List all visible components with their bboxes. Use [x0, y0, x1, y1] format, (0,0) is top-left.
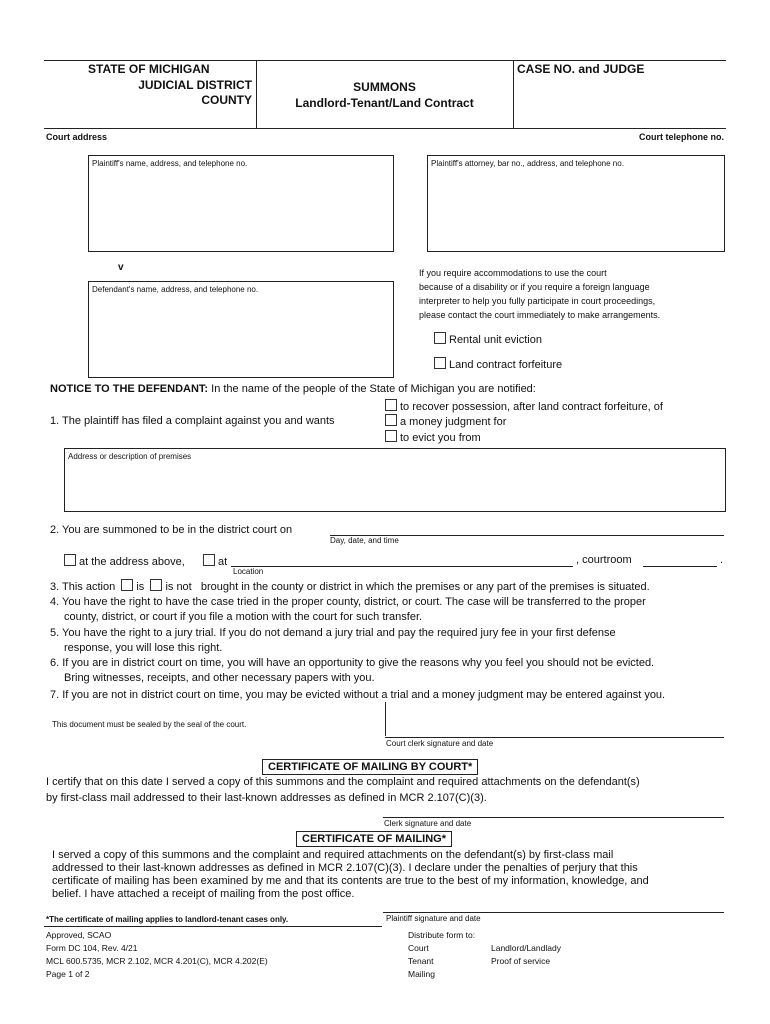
- item-3-prefix: 3. This action: [50, 581, 116, 593]
- is-checkbox[interactable]: [121, 579, 133, 591]
- land-contract-checkbox[interactable]: [434, 357, 446, 369]
- defendant-box-label: Defendant's name, address, and telephone no.: [92, 285, 259, 294]
- premises-box-label: Address or description of premises: [68, 452, 192, 461]
- county-label: COUNTY: [201, 93, 252, 107]
- cert-line-4: belief. I have attached a receipt of mailing from the post office.: [52, 888, 355, 900]
- footer-mcl: MCL 600.5735, MCR 2.102, MCR 4.201(C), MCR 4.202(E): [46, 956, 268, 966]
- distribute-landlord: Landlord/Landlady: [491, 943, 561, 953]
- item-5-text: 5. You have the right to a jury trial. If you do not demand a jury trial and pay the required jury fee in your first defense: [50, 627, 616, 639]
- cert-court-title: CERTIFICATE OF MAILING BY COURT*: [262, 759, 478, 775]
- footer-form: Form DC 104, Rev. 4/21: [46, 943, 138, 953]
- courtroom-label: , courtroom: [576, 554, 632, 566]
- item-7-text: 7. If you are not in district court on time, you may be evicted without a trial and a money judgment may be entered against you.: [50, 689, 666, 701]
- court-phone-label: Court telephone no.: [639, 132, 724, 142]
- seal-area-divider: [385, 702, 386, 736]
- court-address-label: Court address: [46, 132, 108, 142]
- recover-possession-checkbox[interactable]: [385, 399, 397, 411]
- cert-line-2: addressed to their last-known addresses as defined in MCR 2.107(C)(3). I declare under the penalties of perjury that this: [52, 862, 638, 874]
- header-divider-right: [513, 60, 514, 128]
- form-title: SUMMONS: [353, 80, 416, 94]
- at-location-checkbox[interactable]: [203, 554, 215, 566]
- seal-notice: This document must be sealed by the seal of the court.: [52, 720, 247, 729]
- land-contract-option[interactable]: [434, 357, 562, 371]
- distribute-mailing: Mailing: [408, 969, 435, 979]
- accommodations-line-3: interpreter to help you fully participate in court proceedings,: [419, 296, 656, 306]
- is-not-label: is not: [165, 581, 192, 593]
- distribute-label: Distribute form to:: [408, 930, 476, 940]
- defendant-box[interactable]: [88, 281, 394, 378]
- money-judgment-checkbox[interactable]: [385, 414, 397, 426]
- state-label: STATE OF MICHIGAN: [88, 62, 210, 76]
- case-no-label: CASE NO. and JUDGE: [517, 62, 645, 76]
- accommodations-line-1: If you require accommodations to use the court: [419, 268, 607, 278]
- option-money-judgment[interactable]: [385, 414, 506, 428]
- distribute-tenant: Tenant: [408, 956, 434, 966]
- header-top-rule: [44, 60, 726, 61]
- item-4-text: 4. You have the right to have the case tried in the proper county, district, or court. The case will be transferred to the proper: [50, 596, 646, 608]
- plaintiff-box[interactable]: [88, 155, 394, 252]
- item-2-text: 2. You are summoned to be in the district court on: [50, 524, 293, 536]
- rental-unit-option[interactable]: [434, 332, 542, 346]
- evict-checkbox[interactable]: [385, 430, 397, 442]
- clerk-signature-line[interactable]: [385, 737, 724, 738]
- notice-intro: In the name of the people of the State of Michigan you are notified:: [211, 383, 536, 395]
- money-judgment-label: a money judgment for: [400, 416, 507, 428]
- distribute-court: Court: [408, 943, 429, 953]
- clerk-cert-signature-line[interactable]: [383, 817, 724, 818]
- rental-unit-checkbox[interactable]: [434, 332, 446, 344]
- notice-line: [50, 383, 536, 395]
- accommodations-line-4: please contact the court immediately to make arrangements.: [419, 310, 661, 320]
- cert-court-line-2: by first-class mail addressed to their last-known addresses as defined in MCR 2.107(C)(3).: [46, 792, 487, 804]
- option-evict[interactable]: [385, 430, 481, 444]
- item-1-text: 1. The plaintiff has filed a complaint against you and wants: [50, 415, 335, 427]
- cert-court-line-1: I certify that on this date I served a copy of this summons and the complaint and required attachments on the defendant(s): [46, 776, 640, 788]
- at-address-checkbox[interactable]: [64, 554, 76, 566]
- accommodations-line-2: because of a disability or if you require a foreign language: [419, 282, 650, 292]
- cert-line-1: I served a copy of this summons and the complaint and required attachments on the defendant(s) by first-class mail: [52, 849, 614, 861]
- at-label: at: [218, 556, 228, 568]
- item-3-suffix: brought in the county or district in which the premises or any part of the premises is situated.: [200, 581, 650, 593]
- notice-heading: NOTICE TO THE DEFENDANT:: [50, 383, 209, 395]
- rental-unit-label: Rental unit eviction: [449, 334, 542, 346]
- footnote-rule: [44, 926, 382, 927]
- cert-footnote: *The certificate of mailing applies to landlord-tenant cases only.: [46, 915, 289, 924]
- header-divider-left: [256, 60, 257, 128]
- plaintiff-signature-line[interactable]: [383, 912, 724, 913]
- courtroom-period: .: [720, 554, 724, 566]
- at-location-option[interactable]: [203, 554, 227, 568]
- distribute-proof: Proof of service: [491, 956, 551, 966]
- clerk-signature-label: Court clerk signature and date: [386, 739, 494, 748]
- item-4-continued: county, district, or court if you file a motion with the court for such transfer.: [64, 611, 423, 623]
- footer-approved: Approved, SCAO: [46, 930, 112, 940]
- attorney-box-label: Plaintiff's attorney, bar no., address, and telephone no.: [431, 159, 624, 168]
- footer-page: Page 1 of 2: [46, 969, 90, 979]
- item-6-text: 6. If you are in district court on time, you will have an opportunity to give the reasons why you feel you should not be evicted.: [50, 657, 655, 669]
- plaintiff-box-label: Plaintiff's name, address, and telephone no.: [92, 159, 248, 168]
- courtroom-line[interactable]: [643, 566, 717, 567]
- land-contract-label: Land contract forfeiture: [449, 359, 563, 371]
- cert-title: CERTIFICATE OF MAILING*: [296, 831, 452, 847]
- item-6-continued: Bring witnesses, receipts, and other necessary papers with you.: [64, 672, 375, 684]
- plaintiff-signature-label: Plaintiff signature and date: [386, 914, 481, 923]
- item-3-line: [50, 579, 650, 593]
- location-label: Location: [233, 567, 264, 576]
- at-address-option[interactable]: [64, 554, 185, 568]
- evict-label: to evict you from: [400, 432, 481, 444]
- cert-line-3: certificate of mailing has been examined by me and that its contents are true to the best of my information, knowledge, and: [52, 875, 649, 887]
- item-5-continued: response, you will lose this right.: [64, 642, 223, 654]
- header-bottom-rule: [44, 128, 726, 129]
- clerk-cert-signature-label: Clerk signature and date: [384, 819, 472, 828]
- attorney-box[interactable]: [427, 155, 725, 252]
- is-label: is: [136, 581, 145, 593]
- district-label: JUDICIAL DISTRICT: [138, 78, 252, 92]
- at-address-label: at the address above,: [79, 556, 185, 568]
- versus-label: v: [118, 262, 124, 273]
- is-not-checkbox[interactable]: [150, 579, 162, 591]
- form-subtitle: Landlord-Tenant/Land Contract: [295, 96, 474, 110]
- option-recover-possession[interactable]: [385, 399, 663, 413]
- location-line[interactable]: [231, 566, 573, 567]
- recover-possession-label: to recover possession, after land contract forfeiture, of: [400, 401, 663, 413]
- premises-box[interactable]: [64, 448, 726, 512]
- day-date-label: Day, date, and time: [330, 536, 399, 545]
